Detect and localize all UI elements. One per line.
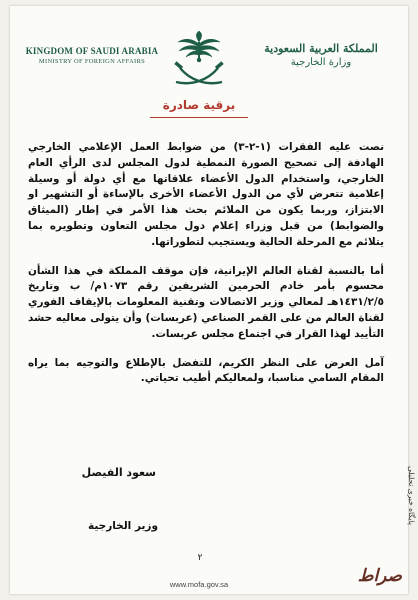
website-footer: www.mofa.gov.sa [169,580,229,589]
watermark-side [404,0,418,600]
watermark-logo: صراط [357,566,402,586]
kingdom-name-en: KINGDOM OF SAUDI ARABIA [25,46,159,56]
letter-body [28,140,384,400]
header-english [22,46,162,65]
saudi-emblem-icon [166,30,232,96]
page-number: ٢ [197,553,203,563]
document-type-label: برقية صادرة [162,98,236,112]
watermark-side-text: پایگاه خبری تحلیلی [407,466,416,525]
ministry-name-ar: وزارة الخارجية [290,57,352,68]
document-type-underline [150,117,248,118]
paragraph-2: أما بالنسبة لقناة العالم الإيرانية، فإن موقف المملكة في هذا الشأن محسوم بأمر خادم الحرمين الشريفين رقم ١٠٧٣م/ ب وتاريخ ١٤٣١/٢/٥هـ لمعالي وزير الاتصالات وتقنية المعلومات بالإيقاف الفوري لقناة العالم من على القمر الصناعي (عربسات) وأن يتولى معاليه حشد التأييد لهذا القرار في اجتماع مجلس عربسات. [28,264,384,340]
signatory-title: وزير الخارجية [87,520,158,532]
kingdom-name-ar: المملكة العربية السعودية [264,42,378,55]
paragraph-1: نصت عليه الفقرات (١-٢-٣) من ضوابط العمل الإعلامي الخارجي الهادفة إلى تصحيح الصورة النمطية لدول المجلس لدى الرأي العام الخارجي، واستخدام الدول الأعضاء علاقاتها مع أي دولة أو وسيلة إعلامية تتعرض لأي من الدول الأعضاء الأخرى بالإساءة أو التشهير او الابتزاز، وربما يكون من الملائم بحث هذا الأمر في إطار (الميثاق والضوابط) من قبل وزراء إعلام دول مجلس التعاون وتطويره بما يتلائم مع المرحلة الحالية ويستجيب لتطوراتها. [28,141,384,248]
header-arabic [246,42,396,68]
paragraph-3: آمل العرض على النظر الكريم، للتفضل بالإطلاع والتوجيه بما يراه المقام السامي مناسبا، ولمعاليكم أطيب تحياتي. [28,356,384,385]
signatory-name: سعود الفيصل [81,466,156,479]
ministry-name-en: MINISTRY OF FOREIGN AFFAIRS [38,58,146,65]
